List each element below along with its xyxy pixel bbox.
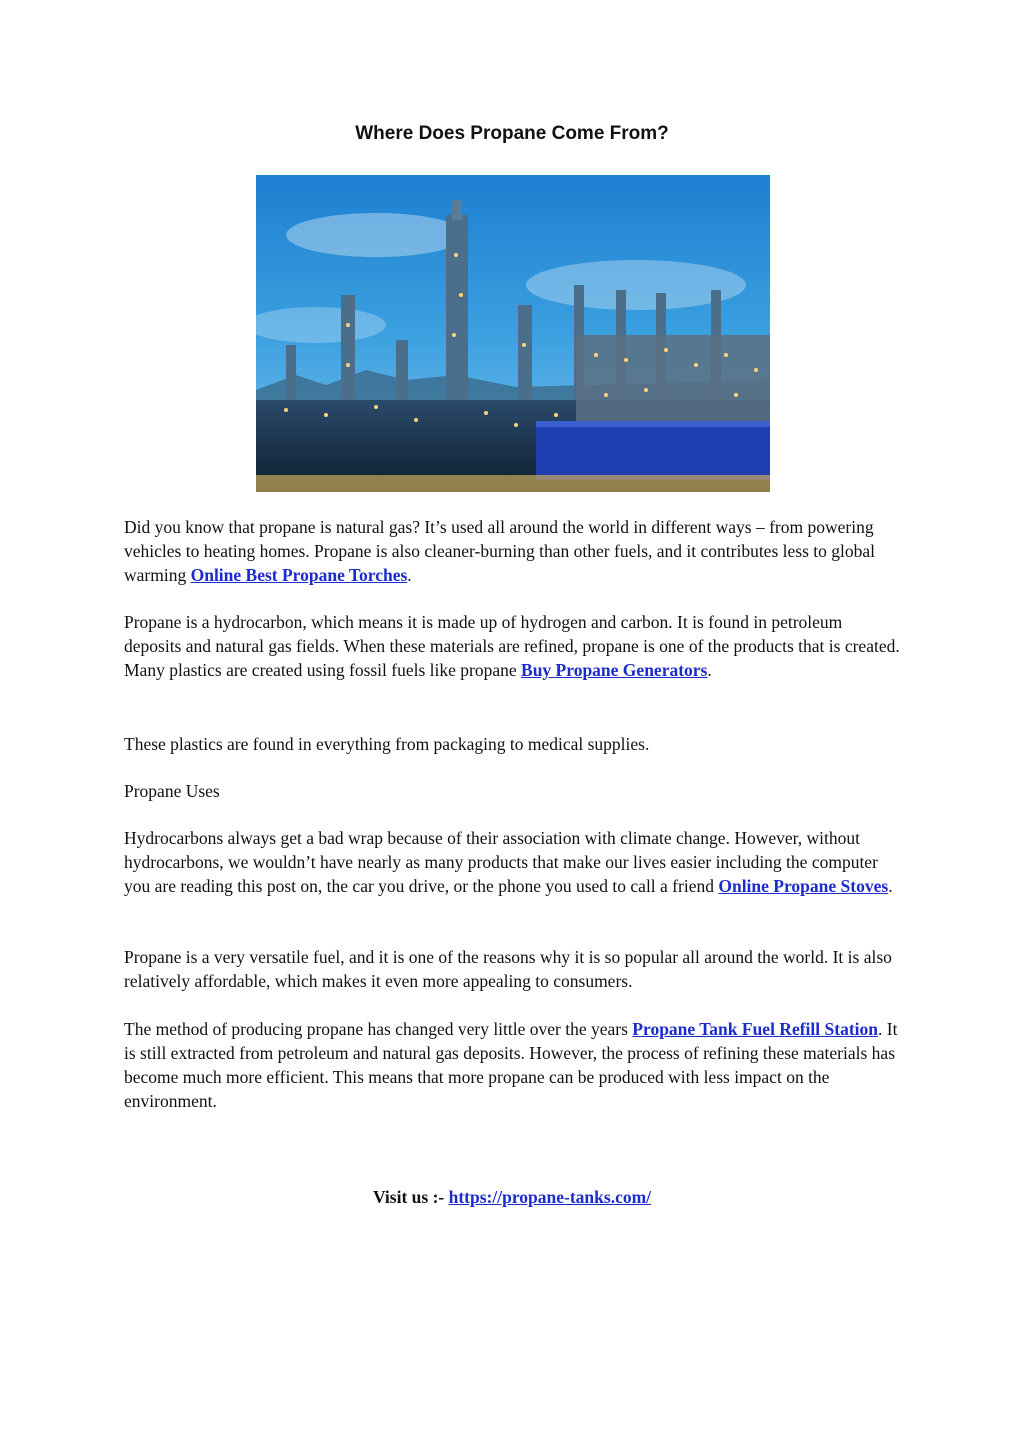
paragraph-text: Hydrocarbons always get a bad wrap because of their association with climate change. However, without hydrocarbons, we wouldn’t have nearly as many products that make our lives easier including the computer you are reading this post on, the car you drive, or the phone you used to call a friend	[124, 828, 878, 896]
paragraph-text: .	[707, 660, 712, 680]
paragraph-versatile: Propane is a very versatile fuel, and it is one of the reasons why it is so popular all around the world. It is also relatively affordable, which makes it even more appealing to consumers.	[124, 947, 892, 991]
paragraph-intro	[124, 515, 904, 587]
paragraph-plastics: These plastics are found in everything from packaging to medical supplies.	[124, 734, 650, 754]
visit-url-link[interactable]: https://propane-tanks.com/	[448, 1187, 652, 1207]
link-buy-propane-generators[interactable]: Buy Propane Generators	[521, 660, 708, 680]
paragraph-text: The method of producing propane has changed very little over the years	[124, 1019, 633, 1039]
link-online-best-propane-torches[interactable]: Online Best Propane Torches	[190, 565, 408, 585]
refinery-photo	[256, 175, 770, 492]
paragraph-text: .	[888, 876, 893, 896]
page-title: Where Does Propane Come From?	[355, 123, 669, 144]
visit-us-line	[0, 1185, 1024, 1209]
paragraph-text: . It is still extracted from petroleum and natural gas deposits. However, the process of refining these materials has become much more efficient. This means that more propane can be produced with less impact on the environment.	[124, 1019, 898, 1111]
visit-label: Visit us :-	[372, 1187, 449, 1207]
paragraph-hydrocarbon	[124, 610, 904, 682]
paragraph-text: Did you know that propane is natural gas? It’s used all around the world in different ways – from powering vehicles to heating homes. Propane is also cleaner-burning than other fuels, and it contributes less to global warming	[124, 517, 875, 585]
link-online-propane-stoves[interactable]: Online Propane Stoves	[718, 876, 889, 896]
link-propane-tank-fuel-refill-station[interactable]: Propane Tank Fuel Refill Station	[632, 1019, 878, 1039]
paragraph-hydrocarbons-wrap	[124, 826, 904, 898]
paragraph-text: Propane is a hydrocarbon, which means it is made up of hydrogen and carbon. It is found in petroleum deposits and natural gas fields. When these materials are refined, propane is one of the products that is created. Many plastics are created using fossil fuels like propane	[124, 612, 900, 680]
paragraph-text: .	[407, 565, 412, 585]
section-heading-propane-uses: Propane Uses	[124, 781, 220, 801]
paragraph-method	[124, 1017, 904, 1113]
